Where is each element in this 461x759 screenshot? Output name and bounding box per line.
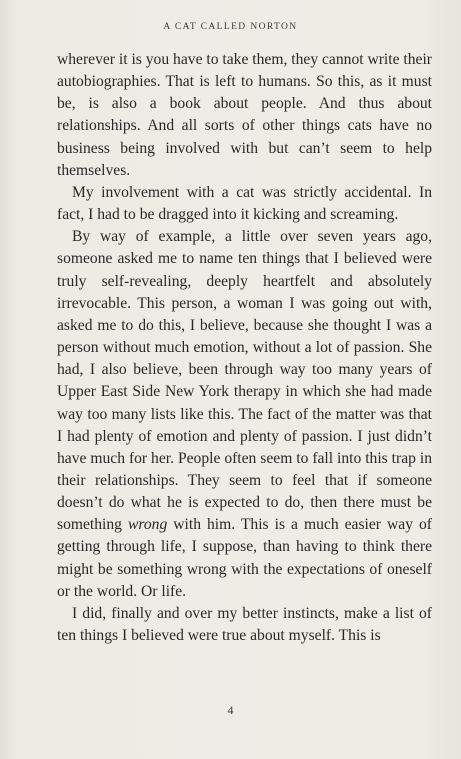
paragraph-2: My involvement with a cat was strictly accidental. In fact, I had to be dragged into it kicking and screaming. xyxy=(57,183,432,224)
running-head: A CAT CALLED NORTON xyxy=(163,22,298,32)
paragraph-3-part-1: By way of example, a little over seven years ago, someone asked me to name ten things that I believed were truly self-revealing, deeply heartfelt and absolutely irrevocable. This person, a woman I was going out with, asked me to do this, I believe, because she thought I was a person without much emotion, without a lot of passion. She had, I also believe, been through way too many years of Upper East Side New York therapy in which she had made way too many lists like this. The fact of the matter was that I had plenty of emotion and plenty of passion. I just didn’t have much for her. People often seem to fall into this trap in their relationships. They seem to feel that if someone doesn’t do what he is expected to do, then there must be something xyxy=(57,228,432,534)
paragraph-3-part-2: with him. This is a much easier way of getting through life, I suppose, than having to think there might be something wrong with the expectations of oneself or the world. Or life. xyxy=(57,516,432,600)
body-text xyxy=(57,49,432,647)
page-number: 4 xyxy=(227,703,234,717)
paragraph-3 xyxy=(57,226,432,603)
paragraph-4: I did, finally and over my better instincts, make a list of ten things I believed were true about myself. This is xyxy=(57,604,432,645)
paragraph-1: wherever it is you have to take them, they cannot write their autobiographies. That is left to humans. So this, as it must be, is also a book about people. And thus about relationships. And all sorts of other things cats have no business being involved with but can’t seem to help themselves. xyxy=(57,51,432,179)
emphasized-word: wrong xyxy=(127,516,168,534)
